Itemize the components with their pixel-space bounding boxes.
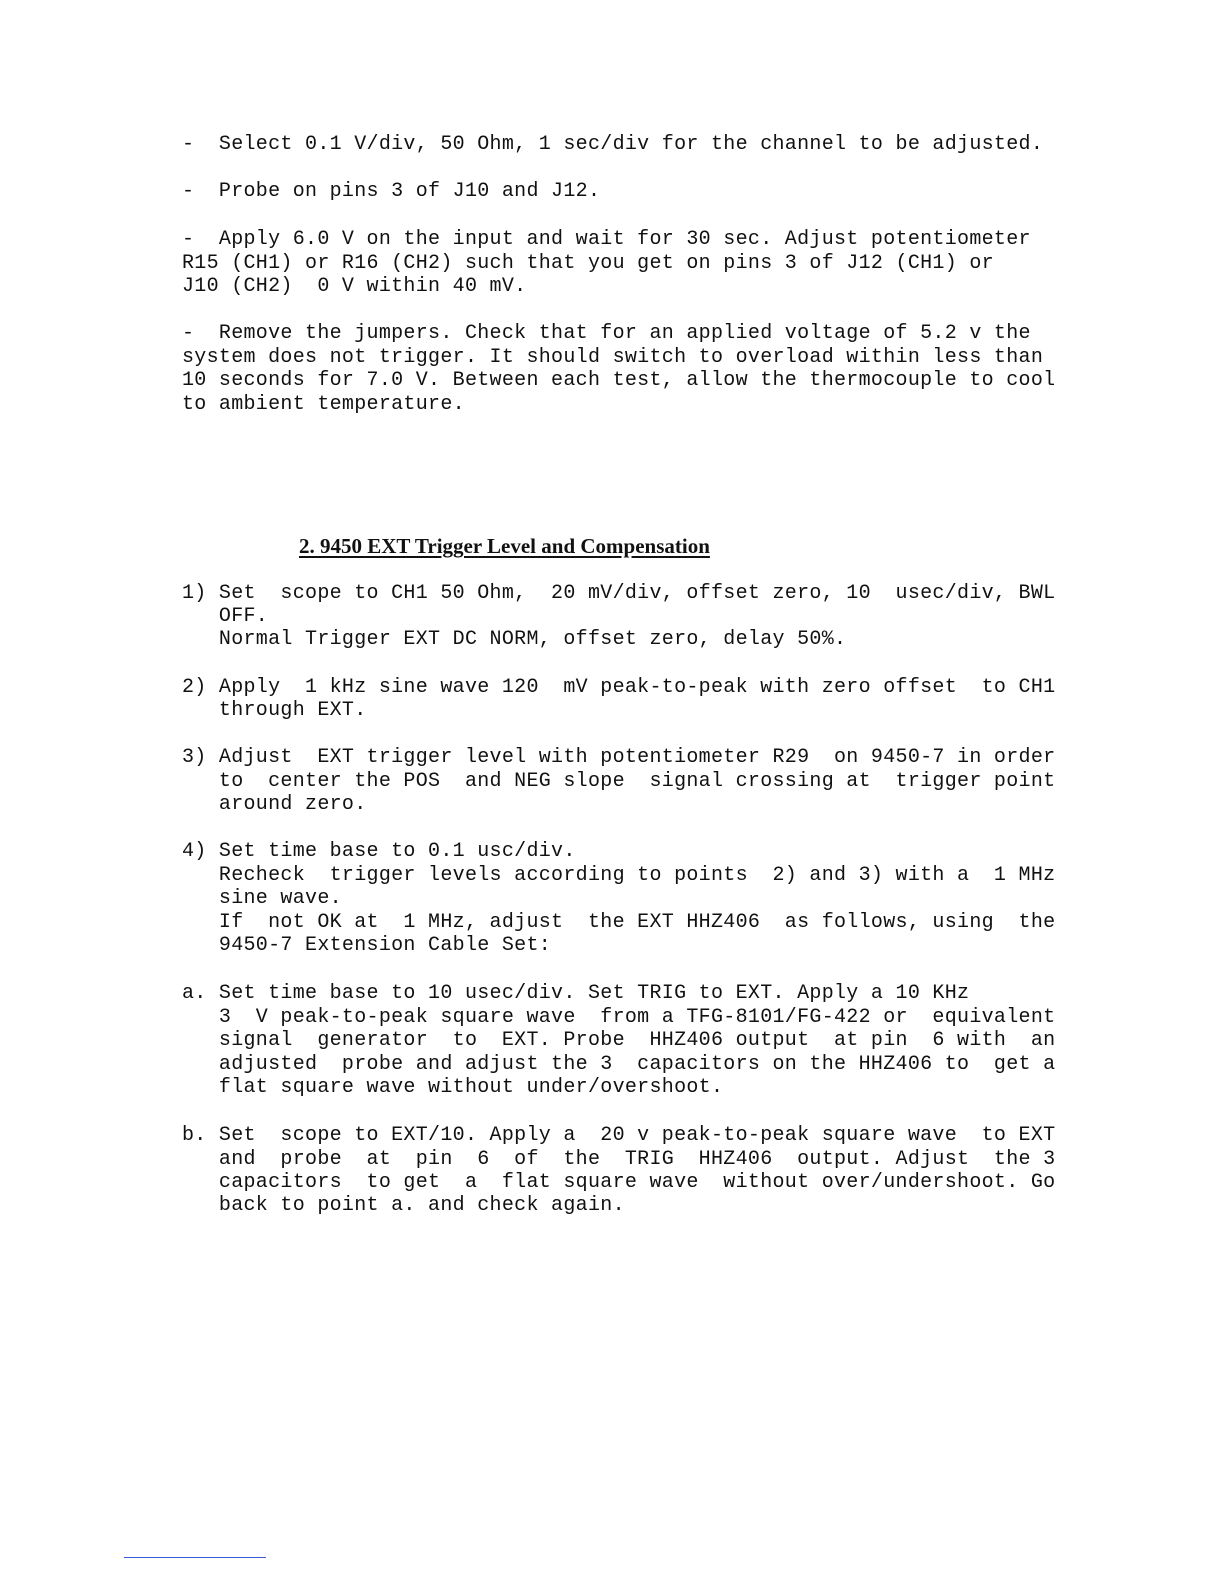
text-line: 2) Apply 1 kHz sine wave 120 mV peak-to-peak with zero offset to CH1 (182, 676, 1056, 699)
text-line: - Probe on pins 3 of J10 and J12. (182, 180, 601, 203)
text-line: a. Set time base to 10 usec/div. Set TRIG to EXT. Apply a 10 KHz (182, 982, 970, 1005)
text-line: 9450-7 Extension Cable Set: (182, 934, 552, 957)
footer-rule (124, 1557, 266, 1558)
text-line: Normal Trigger EXT DC NORM, offset zero, delay 50%. (182, 628, 847, 651)
text-line: - Apply 6.0 V on the input and wait for 30 sec. Adjust potentiometer (182, 228, 1031, 251)
text-line: through EXT. (182, 699, 367, 722)
text-line: capacitors to get a flat square wave without over/undershoot. Go (182, 1171, 1056, 1194)
section-heading: 2. 9450 EXT Trigger Level and Compensation (299, 534, 710, 558)
text-line: 10 seconds for 7.0 V. Between each test, allow the thermocouple to cool (182, 369, 1056, 392)
text-line: Recheck trigger levels according to points 2) and 3) with a 1 MHz (182, 864, 1056, 887)
text-line: around zero. (182, 793, 367, 816)
text-line: R15 (CH1) or R16 (CH2) such that you get on pins 3 of J12 (CH1) or (182, 252, 994, 275)
text-line: 1) Set scope to CH1 50 Ohm, 20 mV/div, offset zero, 10 usec/div, BWL (182, 582, 1056, 605)
text-line: and probe at pin 6 of the TRIG HHZ406 output. Adjust the 3 (182, 1148, 1056, 1171)
text-line: signal generator to EXT. Probe HHZ406 output at pin 6 with an (182, 1029, 1056, 1052)
text-line: flat square wave without under/overshoot. (182, 1076, 724, 1099)
text-line: back to point a. and check again. (182, 1194, 625, 1217)
text-line: to center the POS and NEG slope signal crossing at trigger point (182, 770, 1056, 793)
text-line: - Remove the jumpers. Check that for an applied voltage of 5.2 v the (182, 322, 1031, 345)
text-line: system does not trigger. It should switch to overload within less than (182, 346, 1044, 369)
text-line: - Select 0.1 V/div, 50 Ohm, 1 sec/div for the channel to be adjusted. (182, 133, 1044, 156)
text-line: to ambient temperature. (182, 393, 465, 416)
text-line: OFF. (182, 605, 269, 628)
text-line: sine wave. (182, 887, 342, 910)
text-line: J10 (CH2) 0 V within 40 mV. (182, 275, 527, 298)
text-line: 4) Set time base to 0.1 usc/div. (182, 840, 576, 863)
text-line: 3 V peak-to-peak square wave from a TFG-8101/FG-422 or equivalent (182, 1006, 1056, 1029)
text-line: If not OK at 1 MHz, adjust the EXT HHZ406 as follows, using the (182, 911, 1056, 934)
text-line: adjusted probe and adjust the 3 capacitors on the HHZ406 to get a (182, 1053, 1056, 1076)
text-line: 3) Adjust EXT trigger level with potentiometer R29 on 9450-7 in order (182, 746, 1056, 769)
text-line: b. Set scope to EXT/10. Apply a 20 v peak-to-peak square wave to EXT (182, 1124, 1056, 1147)
